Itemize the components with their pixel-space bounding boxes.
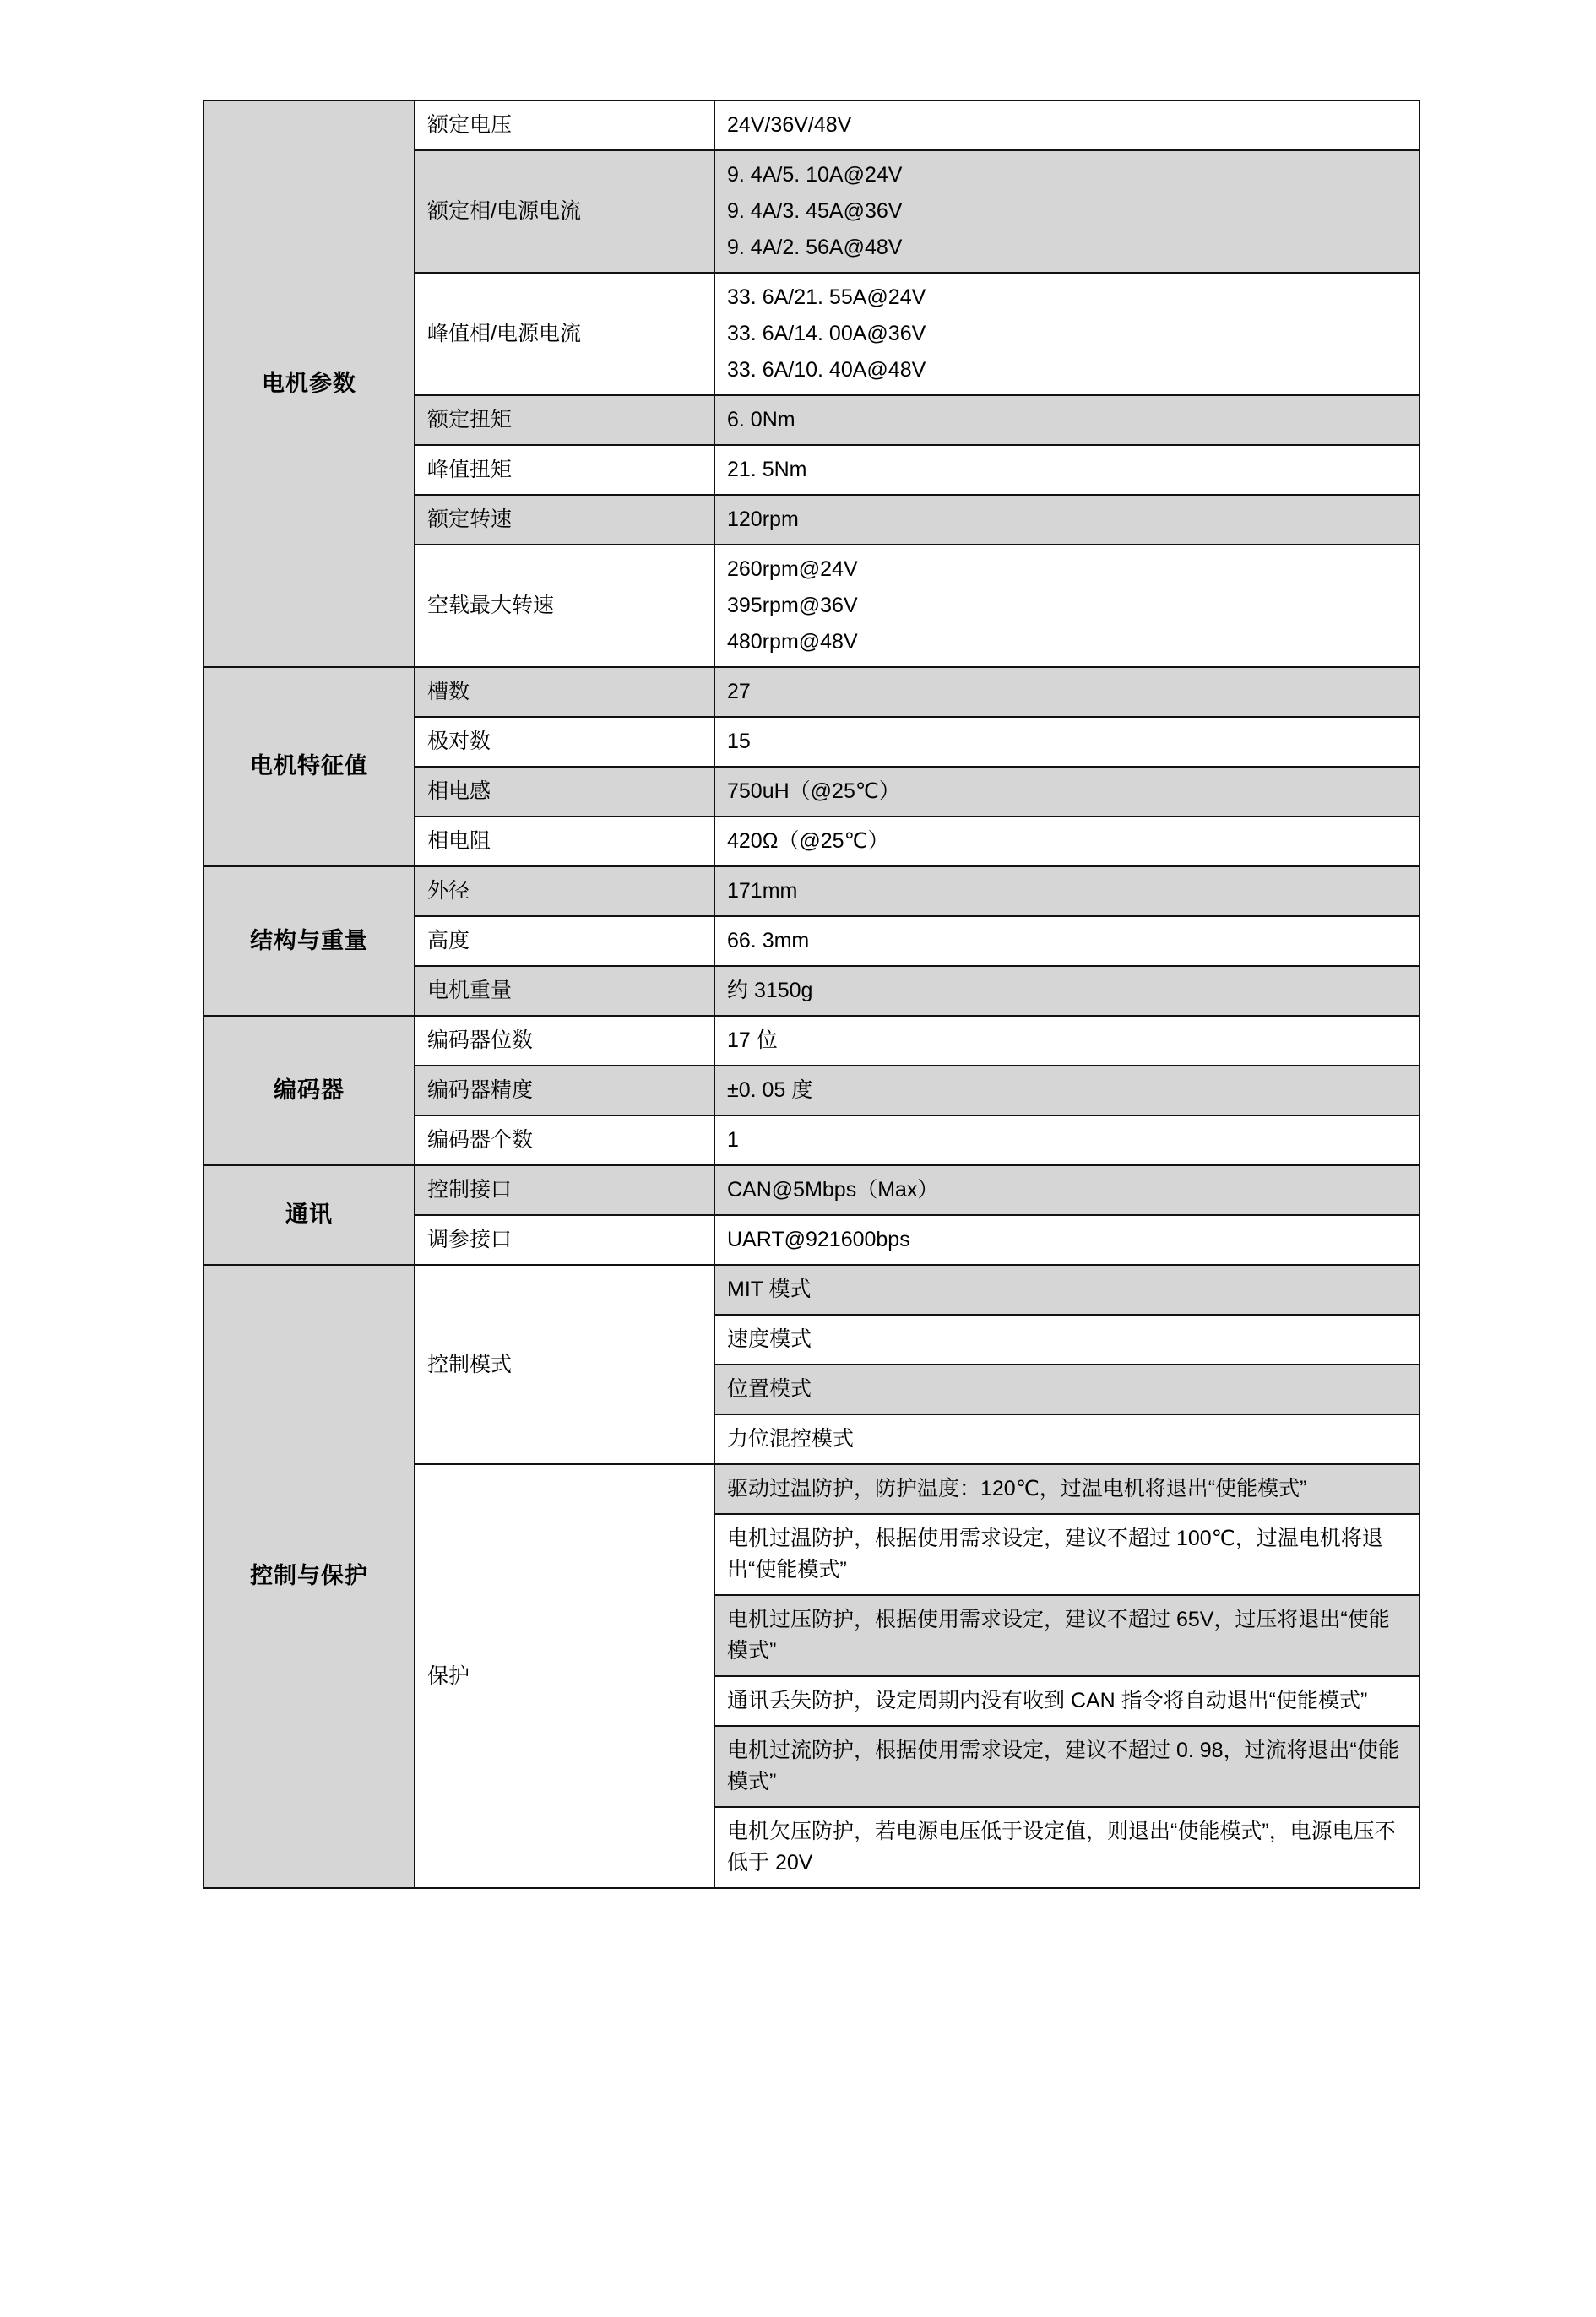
- value-protection-overvoltage: 电机过压防护，根据使用需求设定，建议不超过 65V，过压将退出“使能模式”: [714, 1595, 1420, 1676]
- param-phase-inductance: 相电感: [415, 767, 714, 817]
- category-structure-weight: 结构与重量: [204, 866, 415, 1016]
- value-protection-comm-loss: 通讯丢失防护，设定周期内没有收到 CAN 指令将自动退出“使能模式”: [714, 1676, 1420, 1726]
- value-line: 33. 6A/10. 40A@48V: [727, 358, 926, 382]
- table-row: [204, 100, 1420, 150]
- param-rated-voltage: 额定电压: [415, 100, 714, 150]
- value-line: 9. 4A/3. 45A@36V: [727, 199, 903, 223]
- value-tuning-interface: UART@921600bps: [714, 1215, 1420, 1265]
- value-peak-torque: 21. 5Nm: [714, 445, 1420, 495]
- table-row: [204, 1265, 1420, 1315]
- value-encoder-bits: 17 位: [714, 1016, 1420, 1066]
- param-rated-speed: 额定转速: [415, 495, 714, 545]
- param-peak-phase-supply-current: 峰值相/电源电流: [415, 273, 714, 395]
- param-control-mode: 控制模式: [415, 1265, 714, 1464]
- param-tuning-interface: 调参接口: [415, 1215, 714, 1265]
- value-encoder-count: 1: [714, 1115, 1420, 1165]
- value-peak-phase-supply-current: [714, 273, 1420, 395]
- table-row: [204, 1165, 1420, 1215]
- param-motor-weight: 电机重量: [415, 966, 714, 1016]
- value-protection-motor-overtemp: 电机过温防护，根据使用需求设定，建议不超过 100℃，过温电机将退出“使能模式”: [714, 1514, 1420, 1595]
- value-slots: 27: [714, 667, 1420, 717]
- value-rated-phase-supply-current: [714, 150, 1420, 273]
- value-line: 9. 4A/5. 10A@24V: [727, 163, 903, 187]
- param-outer-diameter: 外径: [415, 866, 714, 916]
- value-line: 33. 6A/14. 00A@36V: [727, 322, 926, 345]
- value-rated-speed: 120rpm: [714, 495, 1420, 545]
- value-rated-voltage: 24V/36V/48V: [714, 100, 1420, 150]
- category-communication: 通讯: [204, 1165, 415, 1265]
- value-line: 480rpm@48V: [727, 630, 858, 654]
- value-line: 33. 6A/21. 55A@24V: [727, 285, 926, 309]
- value-outer-diameter: 171mm: [714, 866, 1420, 916]
- value-motor-weight: 约 3150g: [714, 966, 1420, 1016]
- param-protection: 保护: [415, 1464, 714, 1888]
- value-no-load-max-speed: [714, 545, 1420, 667]
- param-no-load-max-speed: 空载最大转速: [415, 545, 714, 667]
- value-control-interface: CAN@5Mbps（Max）: [714, 1165, 1420, 1215]
- param-peak-torque: 峰值扭矩: [415, 445, 714, 495]
- category-control-protection: 控制与保护: [204, 1265, 415, 1888]
- table-row: [204, 866, 1420, 916]
- param-rated-phase-supply-current: 额定相/电源电流: [415, 150, 714, 273]
- motor-specification-table: [203, 100, 1420, 1889]
- value-line: 9. 4A/2. 56A@48V: [727, 236, 903, 259]
- value-phase-resistance: 420Ω（@25℃）: [714, 817, 1420, 866]
- value-protection-driver-overtemp: 驱动过温防护，防护温度：120℃，过温电机将退出“使能模式”: [714, 1464, 1420, 1514]
- param-rated-torque: 额定扭矩: [415, 395, 714, 445]
- param-pole-pairs: 极对数: [415, 717, 714, 767]
- category-motor-params: 电机参数: [204, 100, 415, 667]
- category-encoder: 编码器: [204, 1016, 415, 1165]
- value-control-mode-mit: MIT 模式: [714, 1265, 1420, 1315]
- value-protection-undervoltage: 电机欠压防护，若电源电压低于设定值，则退出“使能模式”，电源电压不低于 20V: [714, 1807, 1420, 1888]
- value-control-mode-hybrid: 力位混控模式: [714, 1414, 1420, 1464]
- value-height: 66. 3mm: [714, 916, 1420, 966]
- value-rated-torque: 6. 0Nm: [714, 395, 1420, 445]
- param-control-interface: 控制接口: [415, 1165, 714, 1215]
- param-encoder-count: 编码器个数: [415, 1115, 714, 1165]
- value-protection-overcurrent: 电机过流防护，根据使用需求设定，建议不超过 0. 98，过流将退出“使能模式”: [714, 1726, 1420, 1807]
- param-encoder-accuracy: 编码器精度: [415, 1066, 714, 1115]
- value-control-mode-position: 位置模式: [714, 1365, 1420, 1414]
- param-height: 高度: [415, 916, 714, 966]
- value-line: 395rpm@36V: [727, 594, 858, 617]
- value-control-mode-speed: 速度模式: [714, 1315, 1420, 1365]
- value-pole-pairs: 15: [714, 717, 1420, 767]
- param-encoder-bits: 编码器位数: [415, 1016, 714, 1066]
- value-line: 260rpm@24V: [727, 557, 858, 581]
- category-motor-characteristics: 电机特征值: [204, 667, 415, 866]
- param-phase-resistance: 相电阻: [415, 817, 714, 866]
- table-row: [204, 667, 1420, 717]
- value-phase-inductance: 750uH（@25℃）: [714, 767, 1420, 817]
- table-row: [204, 1016, 1420, 1066]
- param-slots: 槽数: [415, 667, 714, 717]
- value-encoder-accuracy: ±0. 05 度: [714, 1066, 1420, 1115]
